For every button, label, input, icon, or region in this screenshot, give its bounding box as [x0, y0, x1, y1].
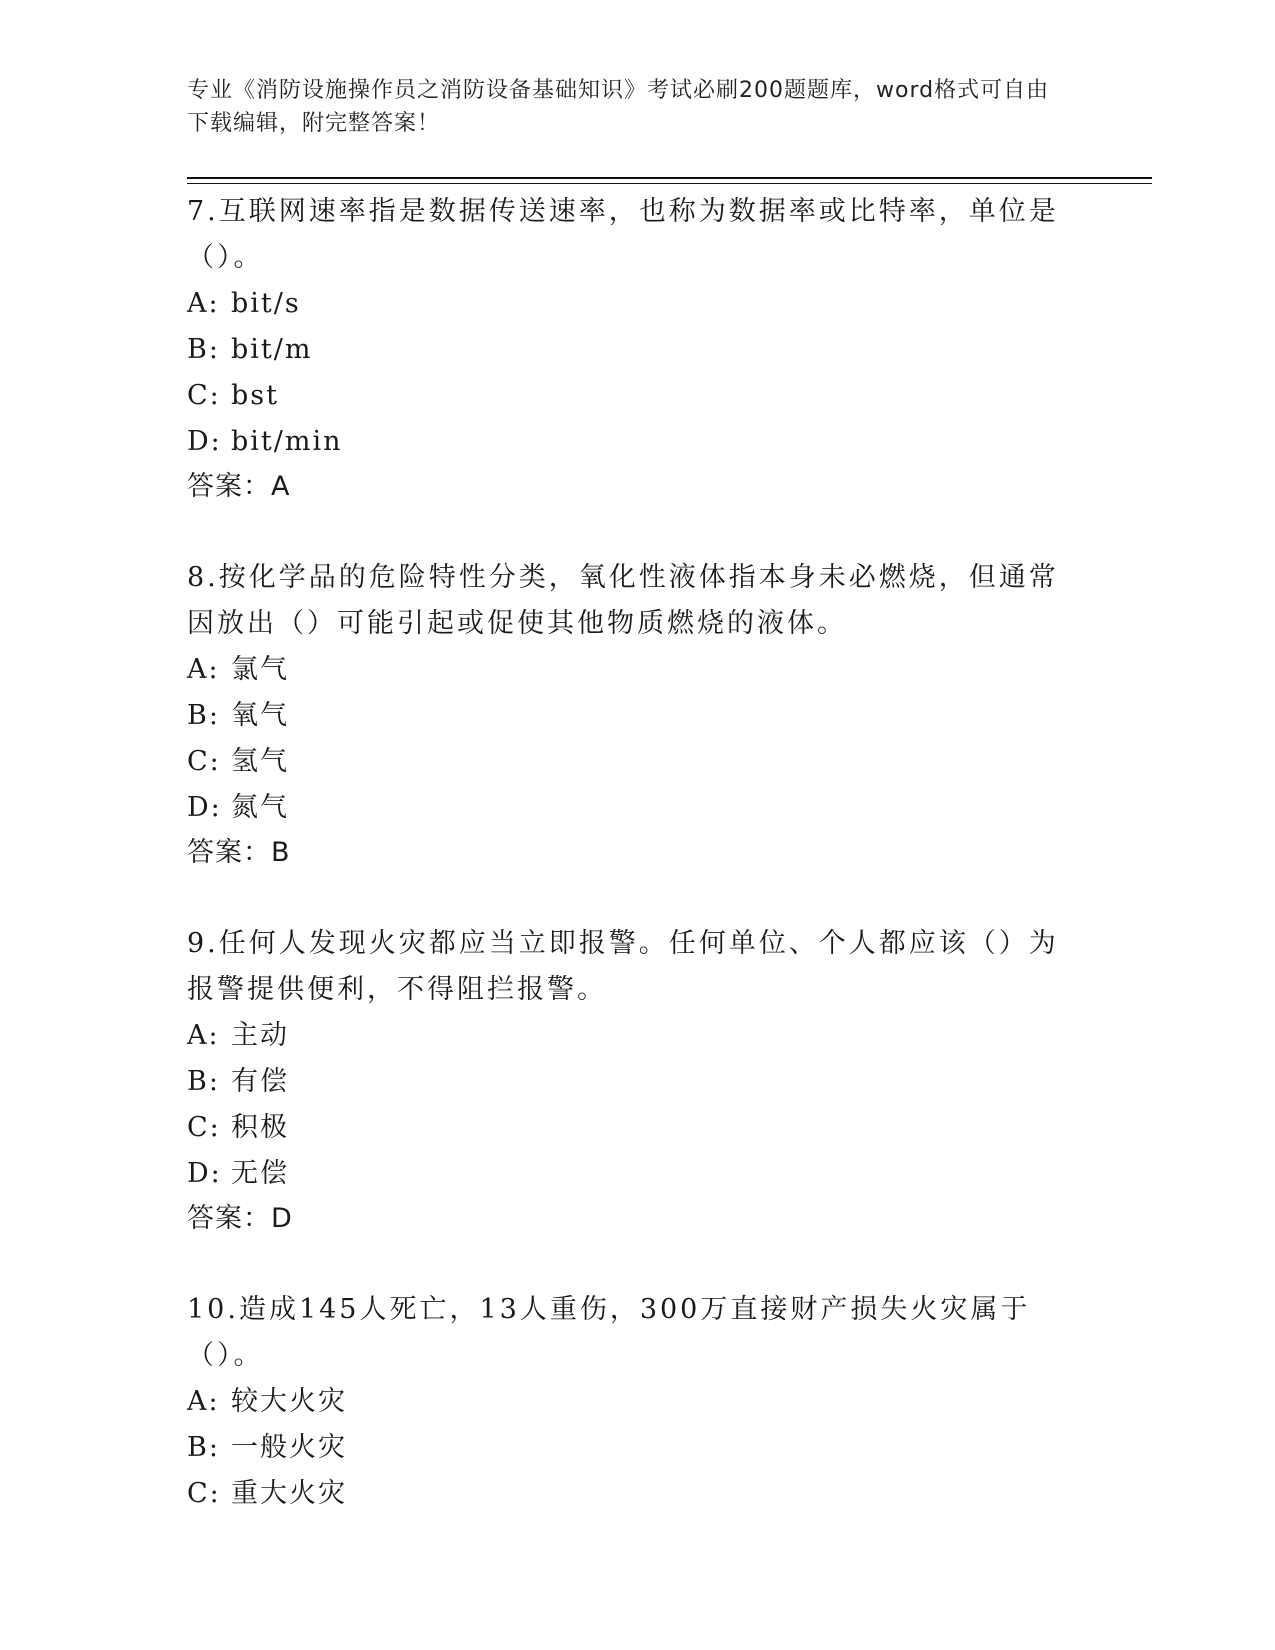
option-c	[187, 1471, 1087, 1517]
option-text: 有偿	[231, 1066, 289, 1097]
option-c	[187, 739, 1087, 785]
option-letter: B:	[187, 1066, 220, 1097]
option-text: 无偿	[231, 1158, 289, 1189]
option-d	[187, 1151, 1087, 1197]
option-text: bit/m	[231, 334, 313, 365]
option-letter: D:	[187, 792, 222, 823]
option-a	[187, 281, 1087, 327]
option-text: 氮气	[231, 792, 289, 823]
option-text: bst	[231, 380, 279, 411]
question-10	[187, 1287, 1087, 1517]
answer-line: 答案：A	[187, 471, 291, 502]
option-a	[187, 647, 1087, 693]
answer-line: 答案：D	[187, 1203, 293, 1234]
option-letter: C:	[187, 1478, 221, 1509]
option-text: 积极	[231, 1112, 289, 1143]
answer-line: 答案：B	[187, 837, 291, 868]
question-stem: 8.按化学品的危险特性分类，氧化性液体指本身未必燃烧，但通常因放出（）可能引起或促使其他物质燃烧的液体。	[187, 562, 1059, 639]
option-a	[187, 1379, 1087, 1425]
question-stem: 7.互联网速率指是数据传送速率，也称为数据率或比特率，单位是（）。	[187, 196, 1059, 273]
option-d	[187, 419, 1087, 465]
option-text: 主动	[231, 1020, 289, 1051]
option-letter: C:	[187, 746, 221, 777]
option-letter: A:	[187, 654, 220, 685]
option-text: bit/s	[231, 288, 301, 319]
option-d	[187, 785, 1087, 831]
question-stem: 9.任何人发现火灾都应当立即报警。任何单位、个人都应该（）为报警提供便利，不得阻拦报警。	[187, 928, 1059, 1005]
option-letter: B:	[187, 1432, 220, 1463]
option-letter: A:	[187, 1386, 220, 1417]
question-8	[187, 555, 1087, 875]
option-c	[187, 373, 1087, 419]
option-letter: B:	[187, 334, 220, 365]
header-divider-thin	[187, 183, 1152, 184]
question-list	[187, 189, 1087, 1563]
option-b	[187, 693, 1087, 739]
option-c	[187, 1105, 1087, 1151]
option-letter: A:	[187, 1020, 220, 1051]
option-text: bit/min	[231, 426, 343, 457]
option-b	[187, 1059, 1087, 1105]
option-letter: B:	[187, 700, 220, 731]
option-text: 重大火灾	[231, 1478, 347, 1509]
option-letter: D:	[187, 426, 222, 457]
question-stem: 10.造成145人死亡，13人重伤，300万直接财产损失火灾属于（）。	[187, 1294, 1031, 1371]
option-text: 氯气	[231, 654, 289, 685]
document-header: 专业《消防设施操作员之消防设备基础知识》考试必刷200题题库，word格式可自由下载编辑，附完整答案！	[187, 78, 1050, 136]
header-divider-thick	[187, 177, 1152, 179]
option-a	[187, 1013, 1087, 1059]
option-letter: C:	[187, 1112, 221, 1143]
option-text: 氧气	[231, 700, 289, 731]
option-letter: C:	[187, 380, 221, 411]
option-b	[187, 1425, 1087, 1471]
option-letter: D:	[187, 1158, 222, 1189]
option-text: 一般火灾	[231, 1432, 347, 1463]
question-9	[187, 921, 1087, 1241]
option-b	[187, 327, 1087, 373]
option-text: 较大火灾	[231, 1386, 347, 1417]
option-letter: A:	[187, 288, 220, 319]
option-text: 氢气	[231, 746, 289, 777]
question-7	[187, 189, 1087, 509]
